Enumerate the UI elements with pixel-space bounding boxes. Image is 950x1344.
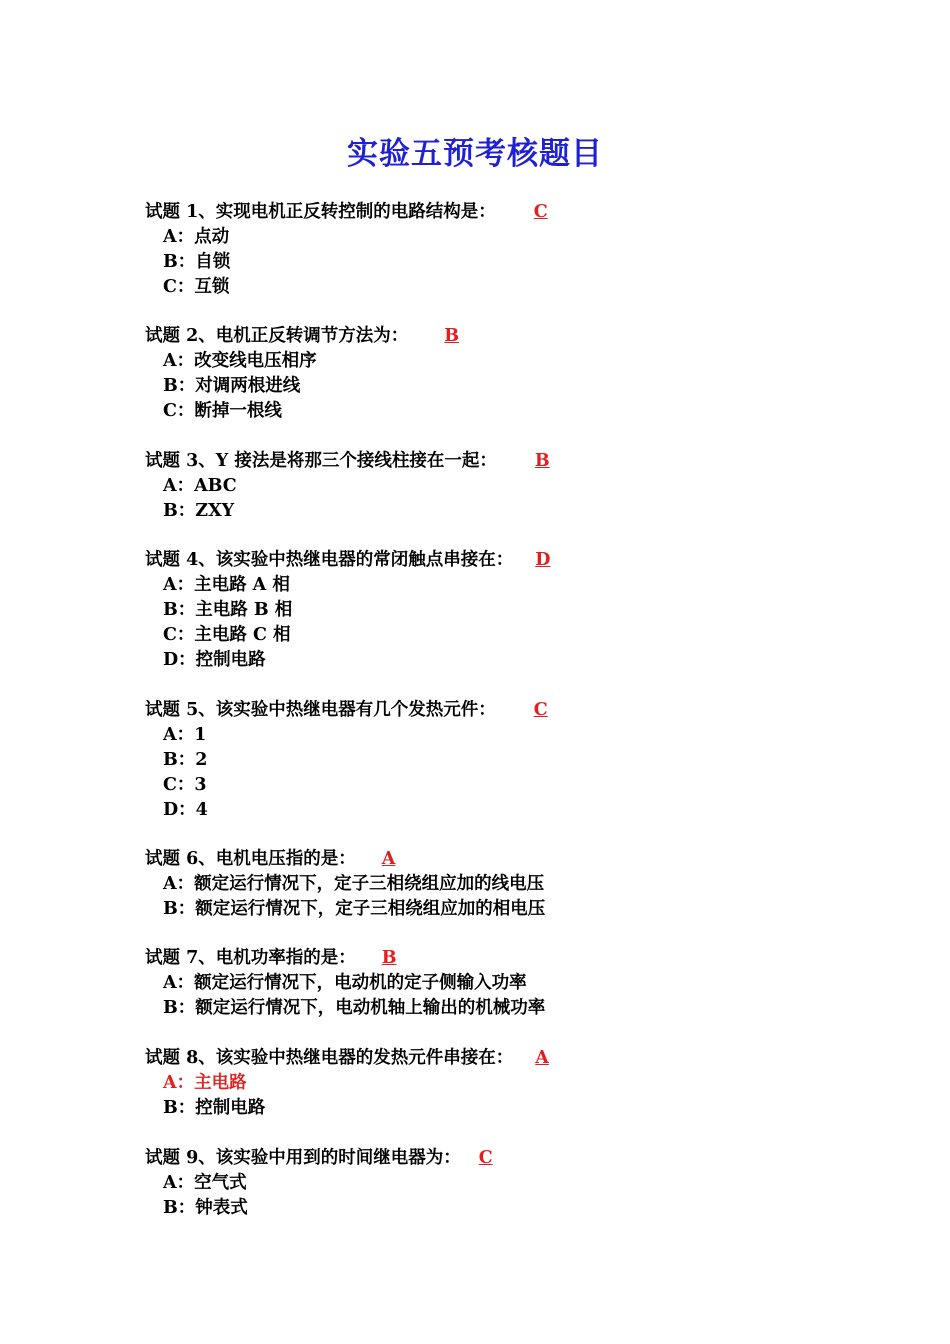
question-line	[145, 698, 765, 723]
option-item: A：1	[163, 725, 207, 745]
option-item: A：主电路 A 相	[163, 575, 290, 595]
option-item: C：3	[163, 775, 207, 795]
question-line	[145, 449, 765, 474]
answer-key: B	[534, 451, 550, 471]
question-line	[145, 1146, 765, 1171]
option-item: B：对调两根进线	[163, 376, 301, 396]
answer-key: D	[535, 550, 551, 570]
option-item: D：控制电路	[163, 650, 266, 670]
question-4	[145, 548, 765, 673]
question-text: 试题 7、电机功率指的是：	[145, 948, 356, 968]
option-item: A：额定运行情况下，定子三相绕组应加的线电压	[163, 874, 545, 894]
question-text: 试题 5、该实验中热继电器有几个发热元件：	[145, 700, 496, 720]
option-item: B：主电路 B 相	[163, 600, 293, 620]
answer-key: B	[444, 326, 460, 346]
question-6	[145, 847, 765, 922]
option-item: A：ABC	[163, 476, 237, 496]
question-2	[145, 324, 765, 424]
option-item: A：点动	[163, 227, 230, 247]
option-item: D：4	[163, 800, 208, 820]
question-text: 试题 9、该实验中用到的时间继电器为：	[145, 1148, 461, 1168]
question-3	[145, 449, 765, 524]
option-item: B：额定运行情况下，电动机轴上输出的机械功率	[163, 998, 546, 1018]
answer-key: C	[533, 202, 548, 222]
option-item: B：额定运行情况下，定子三相绕组应加的相电压	[163, 899, 546, 919]
option-item: A：空气式	[163, 1173, 247, 1193]
answer-key: A	[381, 849, 396, 869]
question-9	[145, 1146, 765, 1221]
option-item: C：互锁	[163, 277, 230, 297]
option-item: B：自锁	[163, 252, 231, 272]
question-text: 试题 8、该实验中热继电器的发热元件串接在：	[145, 1048, 514, 1068]
option-item: A：额定运行情况下，电动机的定子侧输入功率	[163, 973, 527, 993]
answer-key: A	[535, 1048, 549, 1068]
question-text: 试题 3、Y 接法是将那三个接线柱接在一起：	[145, 451, 497, 471]
question-text: 试题 1、实现电机正反转控制的电路结构是：	[145, 202, 496, 222]
answer-key: C	[478, 1148, 493, 1168]
answer-key: B	[381, 948, 397, 968]
question-line	[145, 324, 765, 349]
question-line	[145, 200, 765, 225]
question-5	[145, 698, 765, 823]
question-line	[145, 548, 765, 573]
question-line	[145, 1046, 765, 1071]
option-item: B：2	[163, 750, 208, 770]
question-text: 试题 4、该实验中热继电器的常闭触点串接在：	[145, 550, 514, 570]
page-title: 实验五预考核题目	[347, 136, 603, 172]
answer-key: C	[533, 700, 548, 720]
question-text: 试题 6、电机电压指的是：	[145, 849, 356, 869]
option-item: B：控制电路	[163, 1098, 266, 1118]
option-item: A：改变线电压相序	[163, 351, 317, 371]
question-line	[145, 946, 765, 971]
question-1	[145, 200, 765, 300]
question-8	[145, 1046, 765, 1121]
option-item: C：主电路 C 相	[163, 625, 291, 645]
option-item: C：断掉一根线	[163, 401, 282, 421]
option-item-correct: A：主电路	[163, 1073, 247, 1093]
question-7	[145, 946, 765, 1021]
question-line	[145, 847, 765, 872]
option-item: B：ZXY	[163, 501, 235, 521]
option-item: B：钟表式	[163, 1198, 248, 1218]
question-text: 试题 2、电机正反转调节方法为：	[145, 326, 409, 346]
